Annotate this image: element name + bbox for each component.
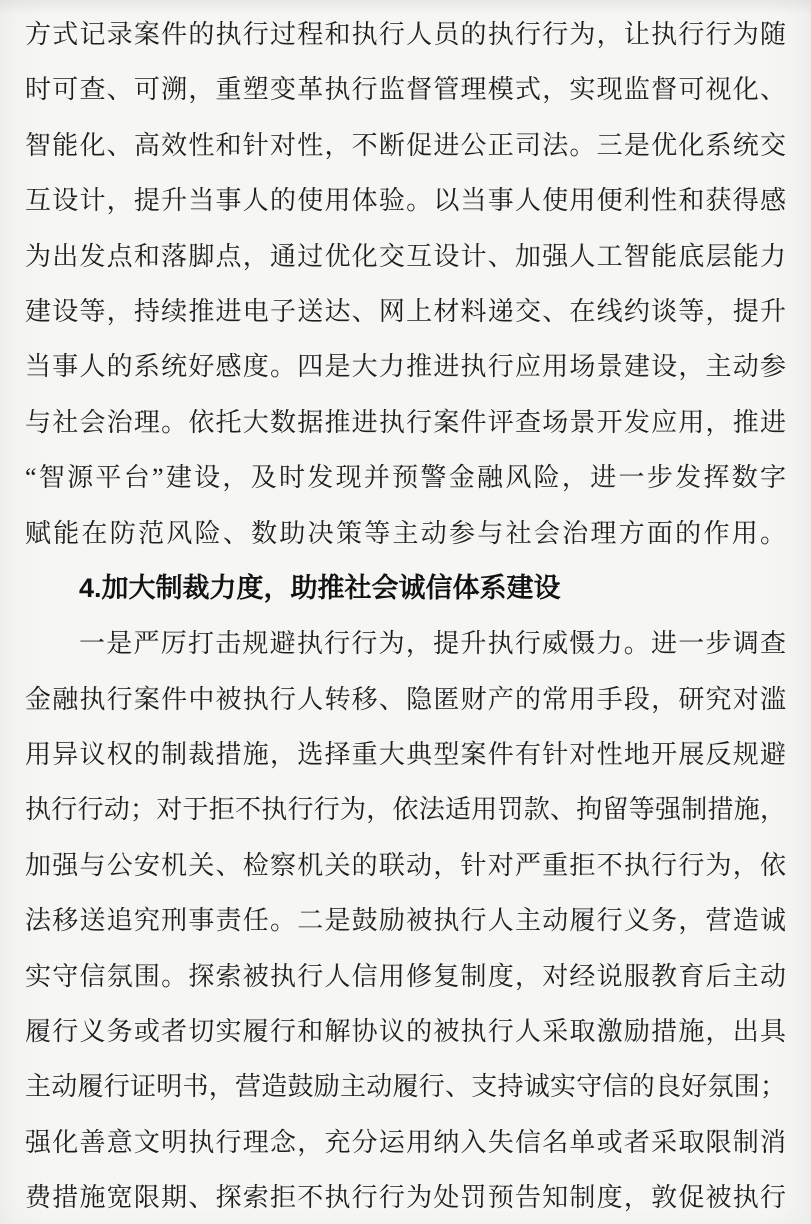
text-line: 加强与公安机关、检察机关的联动，针对严重拒不执行行为，依 [25,850,786,880]
text-line: 互设计，提升当事人的使用体验。以当事人使用便利性和获得感 [25,186,786,216]
text-line: 与社会治理。依托大数据推进执行案件评查场景开发应用，推进 [25,407,786,437]
text-line: 用异议权的制裁措施，选择重大典型案件有针对性地开展反规避 [25,740,786,770]
text-line: 强化善意文明执行理念，充分运用纳入失信名单或者采取限制消 [25,1127,786,1157]
text-line: 一是严厉打击规避执行行为，提升执行威慑力。进一步调查 [79,629,786,659]
text-line: 法移送追究刑事责任。二是鼓励被执行人主动履行义务，营造诚 [25,906,786,936]
text-line: 为出发点和落脚点，通过优化交互设计、加强人工智能底层能力 [25,241,786,271]
text-line: 当事人的系统好感度。四是大力推进执行应用场景建设，主动参 [25,352,786,382]
text-line: 时可查、可溯，重塑变革执行监督管理模式，实现监督可视化、 [25,75,786,105]
text-line: 方式记录案件的执行过程和执行人员的执行行为，让执行行为随 [25,20,786,49]
text-line: 智能化、高效性和针对性，不断促进公正司法。三是优化系统交 [25,130,786,160]
text-line: 实守信氛围。探索被执行人信用修复制度，对经说服教育后主动 [25,961,786,991]
text-line: “智源平台”建设，及时发现并预警金融风险，进一步发挥数字 [25,463,786,493]
text-line: 主动履行证明书，营造鼓励主动履行、支持诚实守信的良好氛围； [25,1072,786,1102]
section-heading: 4.加大制裁力度，助推社会诚信体系建设 [79,572,561,603]
text-line: 赋能在防范风险、数助决策等主动参与社会治理方面的作用。 [25,518,786,548]
text-line: 费措施宽限期、探索拒不执行行为处罚预告知制度，敦促被执行 [25,1183,786,1213]
text-line: 执行行动；对于拒不执行行为，依法适用罚款、拘留等强制措施， [25,795,786,825]
text-line: 金融执行案件中被执行人转移、隐匿财产的常用手段，研究对滥 [25,684,786,714]
document-text-block [25,7,786,1224]
text-line: 建设等，持续推进电子送达、网上材料递交、在线约谈等，提升 [25,296,786,326]
text-line: 履行义务或者切实履行和解协议的被执行人采取激励措施，出具 [25,1017,786,1047]
